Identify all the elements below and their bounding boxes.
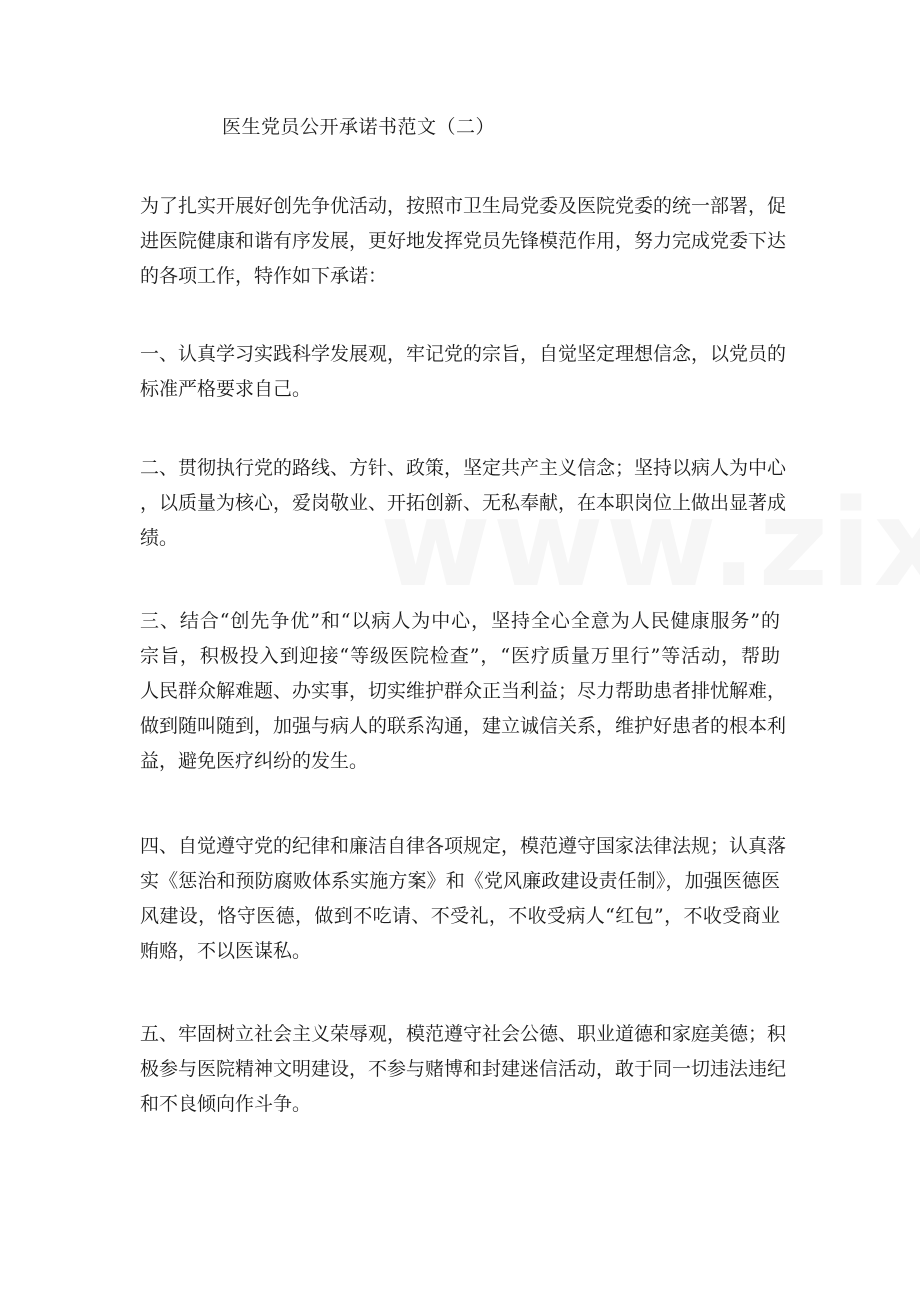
paragraph-line: 进医院健康和谐有序发展，更好地发挥党员先锋模范作用，努力完成党委下达 [140,230,787,252]
paragraph-line: 一、认真学习实践科学发展观，牢记党的宗旨，自觉坚定理想信念，以党员的 [140,343,787,365]
paragraph-line: 做到随叫随到，加强与病人的联系沟通，建立诚信关系，维护好患者的根本利 [140,715,787,737]
intro-paragraph [140,189,787,294]
paragraph-line: 人民群众解难题、办实事，切实维护群众正当利益；尽力帮助患者排忧解难， [140,680,787,702]
pledge-paragraph-3 [140,604,787,779]
pledge-paragraph-5 [140,1017,787,1122]
paragraph-line: ，以质量为核心，爱岗敬业、开拓创新、无私奉献，在本职岗位上做出显著成 [140,492,787,514]
paragraph-line: 标准严格要求自己。 [140,378,312,400]
pledge-paragraph-4 [140,829,787,969]
paragraph-line: 为了扎实开展好创先争优活动，按照市卫生局党委及医院党委的统一部署，促 [140,195,787,217]
pledge-paragraph-2 [140,451,787,556]
pledge-paragraph-1 [140,337,787,407]
paragraph-line: 实《惩治和预防腐败体系实施方案》和《党风廉政建设责任制》，加强医德医 [140,870,780,892]
document-title: 医生党员公开承诺书范文（二） [222,116,496,138]
paragraph-line: 绩。 [140,527,179,549]
paragraph-line: 五、牢固树立社会主义荣辱观，模范遵守社会公德、职业道德和家庭美德；积 [140,1023,787,1045]
paragraph-line: 极参与医院精神文明建设，不参与赌博和封建迷信活动，敢于同一切违法违纪 [140,1058,787,1080]
paragraph-line: 风建设，恪守医德，做到不吃请、不受礼，不收受病人“红包”，不收受商业 [140,905,780,927]
paragraph-line: 四、自觉遵守党的纪律和廉洁自律各项规定，模范遵守国家法律法规；认真落 [140,835,787,857]
paragraph-line: 宗旨，积极投入到迎接“等级医院检查”，“医疗质量万里行”等活动，帮助 [140,645,780,667]
paragraph-line: 的各项工作，特作如下承诺： [140,265,388,287]
paragraph-line: 益，避免医疗纠纷的发生。 [140,750,369,772]
paragraph-line: 三、结合“创先争优”和“以病人为中心，坚持全心全意为人民健康服务”的 [140,610,780,632]
paragraph-line: 贿赂，不以医谋私。 [140,940,312,962]
paragraph-line: 和不良倾向作斗争。 [140,1093,312,1115]
paragraph-line: 二、贯彻执行党的路线、方针、政策，坚定共产主义信念；坚持以病人为中心 [140,457,787,479]
